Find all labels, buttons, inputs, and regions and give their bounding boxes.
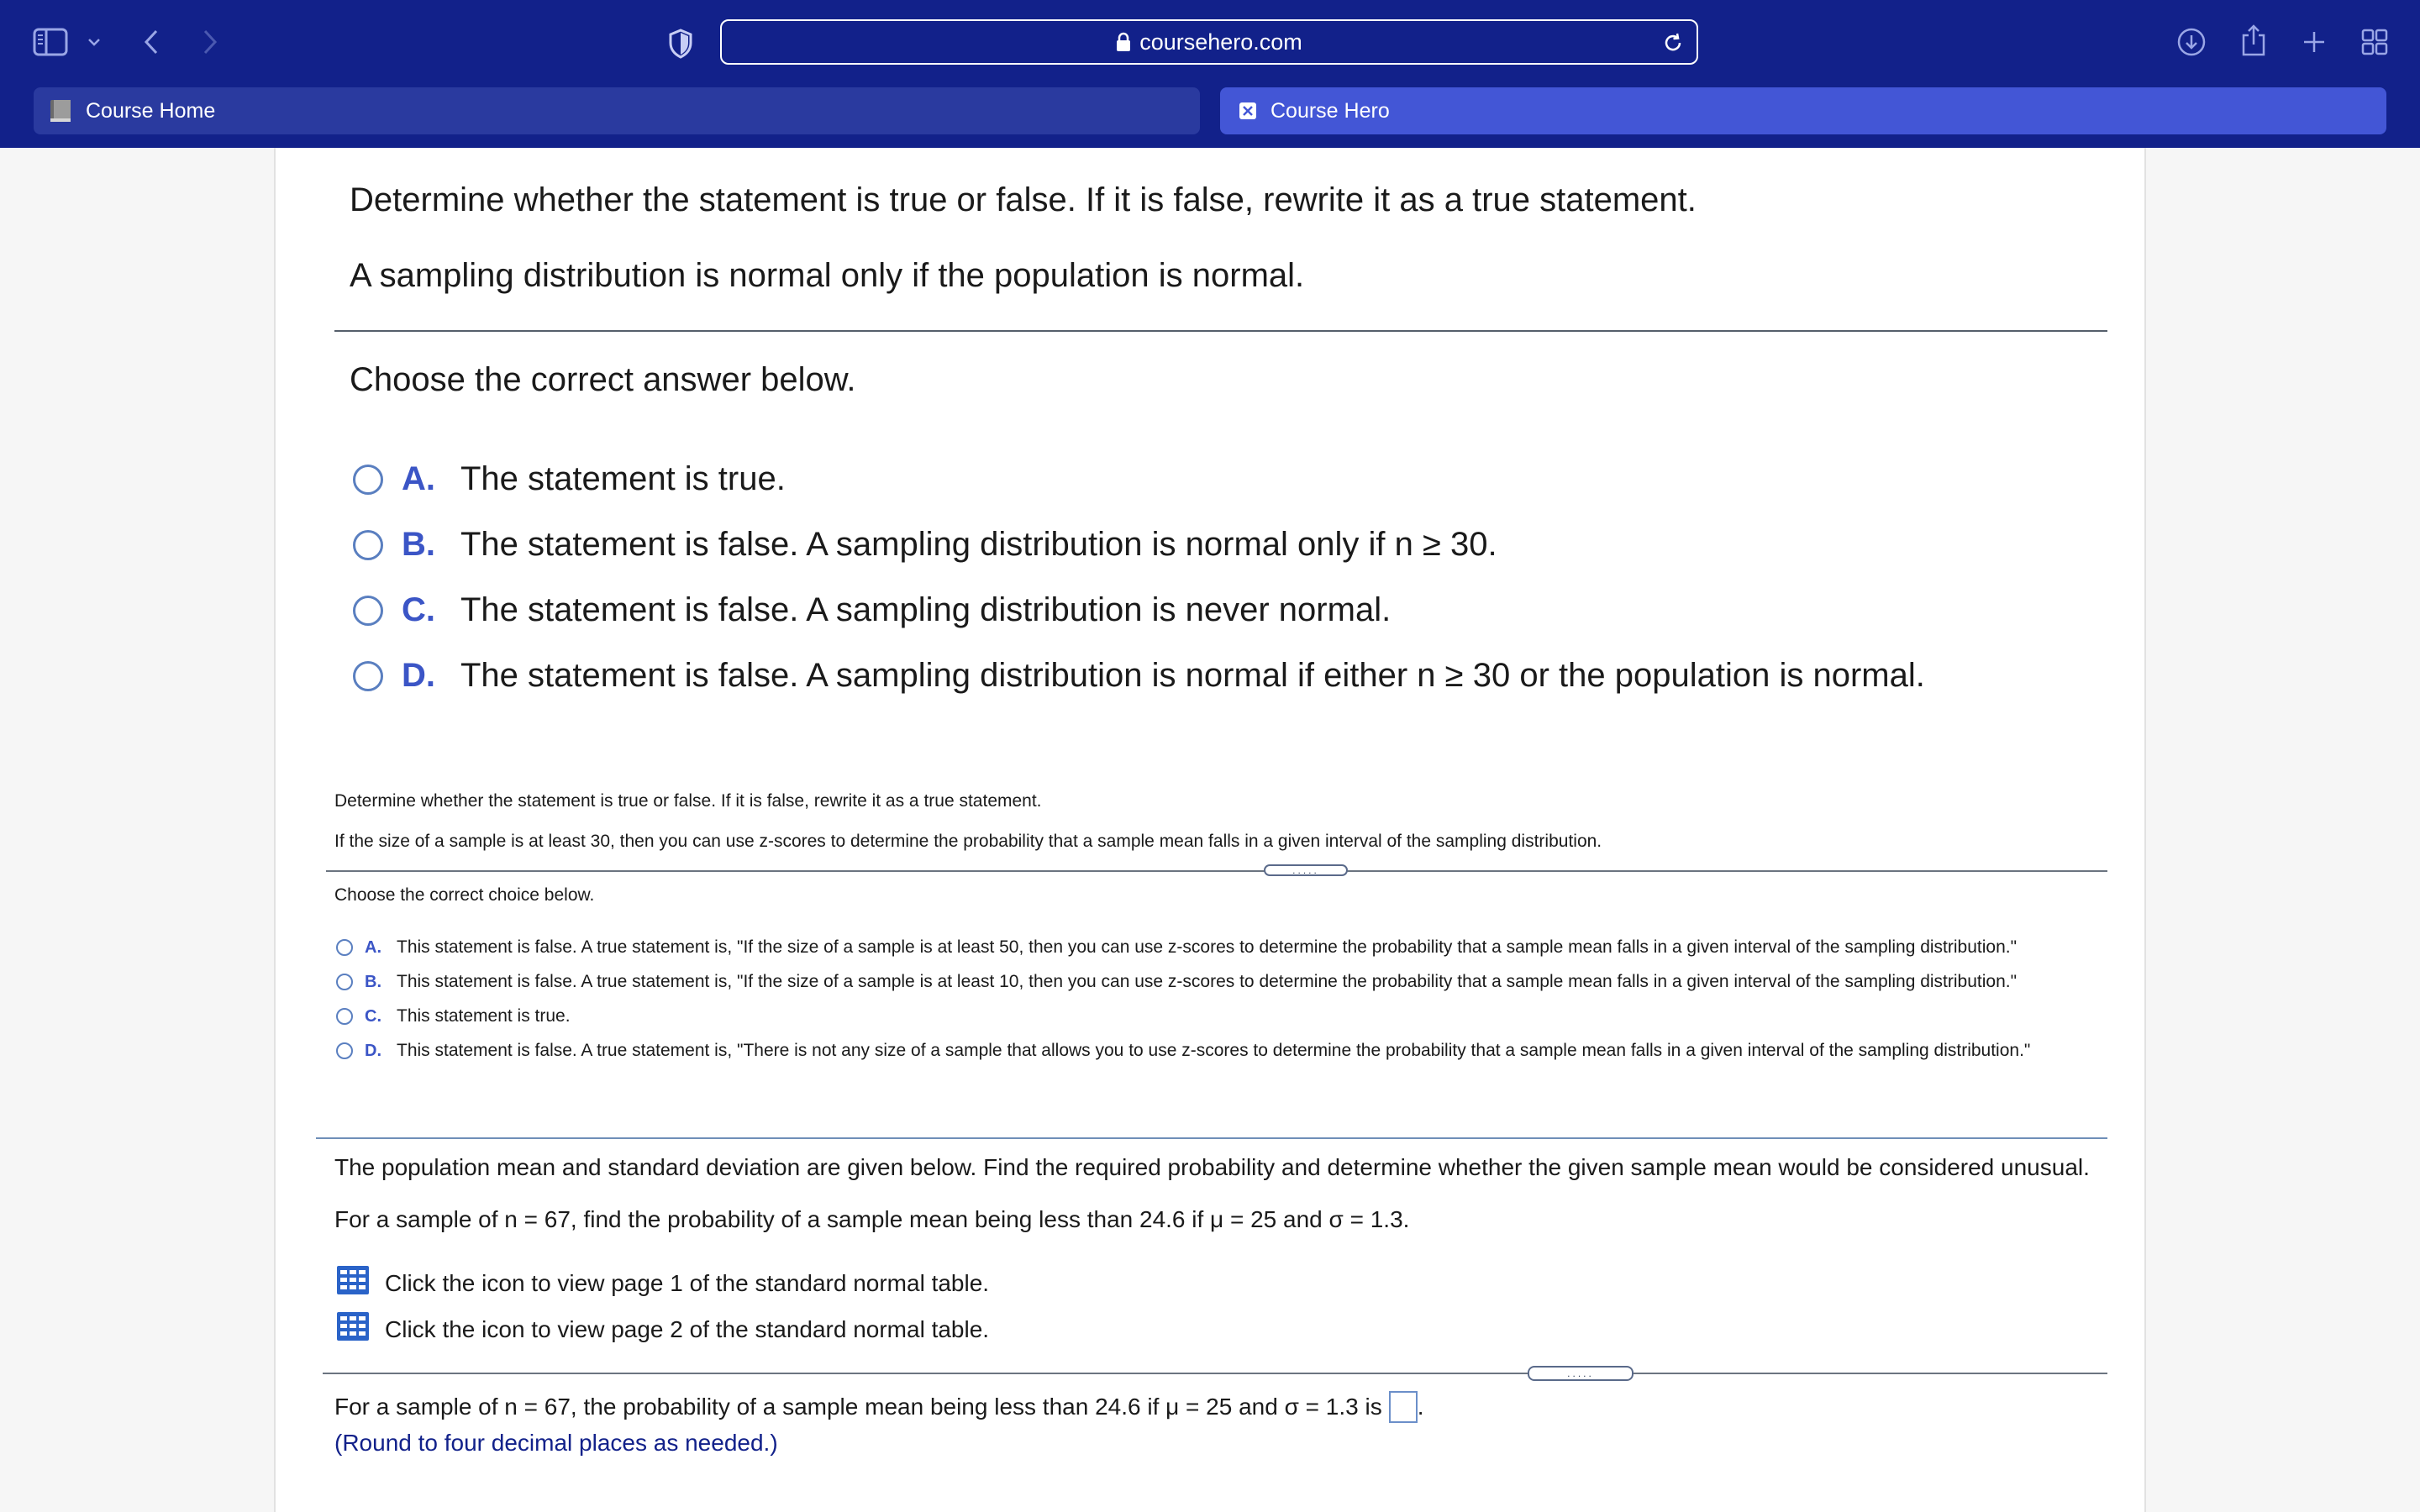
option-letter: A. [402,460,435,497]
option-text: This statement is false. A true statement is, "If the size of a sample is at least 10, then you can use z-scores to determine the probability that a sample mean falls in a given interval of the sampling distribution." [397,972,2018,991]
radio-button[interactable] [336,1008,353,1025]
option-b[interactable] [336,972,2017,992]
radio-button[interactable] [353,596,383,626]
question-instruction: Determine whether the statement is true or false. If it is false, rewrite it as a true statement. [350,181,1697,218]
new-tab-button[interactable] [2297,25,2331,59]
divider [323,1373,2107,1374]
share-button[interactable] [2235,20,2272,60]
radio-button[interactable] [353,530,383,560]
sidebar-icon [33,28,68,56]
option-text: The statement is false. A sampling distribution is never normal. [460,591,1392,628]
book-icon [49,98,72,123]
divider [326,870,2107,872]
option-text: This statement is false. A true statement is, "There is not any size of a sample that allows you to use z-scores to determine the probability that a sample mean falls in a given interval of the sampling distribution." [397,1041,2031,1060]
table-link-2[interactable] [336,1311,989,1347]
url-text: coursehero.com [1139,29,1302,55]
question-instruction: The population mean and standard deviation are given below. Find the required probability and determine whether the given sample mean would be considered unusual. [334,1154,2090,1180]
tab-course-hero[interactable] [1220,87,2386,134]
tab-grid-icon [2361,29,2388,55]
radio-button[interactable] [353,465,383,495]
option-text: The statement is false. A sampling distribution is normal only if n ≥ 30. [460,526,1497,563]
option-b[interactable] [353,526,1497,564]
choice-prompt: Choose the correct choice below. [334,885,595,905]
option-d[interactable] [353,657,1925,695]
browser-toolbar [0,0,2420,148]
address-bar[interactable] [720,19,1698,65]
option-letter: B. [402,526,435,563]
radio-button[interactable] [336,1042,353,1059]
option-text: The statement is false. A sampling distribution is normal if either n ≥ 30 or the population is normal. [460,657,1925,694]
tab-course-home[interactable] [34,87,1200,134]
radio-button[interactable] [353,661,383,691]
reload-icon[interactable] [1661,31,1685,55]
option-a[interactable] [353,460,786,498]
radio-button[interactable] [336,939,353,956]
option-c[interactable] [353,591,1391,629]
answer-line [334,1391,1424,1423]
chevron-left-icon [143,29,160,55]
download-icon [2176,27,2207,57]
sidebar-toggle-button[interactable] [30,25,71,59]
page-content [274,148,2146,1512]
choice-prompt: Choose the correct answer below. [350,361,856,398]
option-text: This statement is true. [397,1006,571,1026]
option-a[interactable] [336,937,2017,958]
table-link-text: Click the icon to view page 1 of the standard normal table. [385,1269,990,1296]
lock-icon [1116,32,1131,52]
section-divider [316,1137,2107,1139]
chevron-right-icon [202,29,218,55]
option-letter: C. [402,591,435,628]
tab-label: Course Home [86,98,216,123]
question-statement: If the size of a sample is at least 30, then you can use z-scores to determine the probability that a sample mean falls in a given interval of the sampling distribution. [334,832,1602,851]
table-link-1[interactable] [336,1265,989,1301]
option-d[interactable] [336,1041,2030,1061]
privacy-shield-button[interactable] [664,25,697,62]
chevron-down-icon [87,37,101,47]
answer-input[interactable] [1389,1391,1418,1423]
radio-button[interactable] [336,974,353,990]
option-text: The statement is true. [460,460,786,497]
option-c[interactable] [336,1006,571,1026]
forward-button[interactable] [195,24,225,60]
table-link-text: Click the icon to view page 2 of the standard normal table. [385,1315,990,1342]
tab-overview-button[interactable] [2358,25,2391,59]
plus-icon [2302,29,2327,55]
rounding-note: (Round to four decimal places as needed.) [334,1430,778,1456]
table-icon[interactable] [336,1265,370,1301]
sidebar-dropdown-button[interactable] [84,32,104,52]
divider [334,330,2107,332]
resize-handle[interactable]: ..... [1264,864,1348,876]
option-letter: B. [365,972,381,991]
tab-label: Course Hero [1270,98,1390,123]
question-instruction: Determine whether the statement is true or false. If it is false, rewrite it as a true statement. [334,791,1042,811]
answer-suffix: . [1417,1394,1424,1420]
option-letter: D. [402,657,435,694]
question-given: For a sample of n = 67, find the probability of a sample mean being less than 24.6 if μ = 25 and σ = 1.3. [334,1206,1410,1232]
option-text: This statement is false. A true statement is, "If the size of a sample is at least 50, then you can use z-scores to determine the probability that a sample mean falls in a given interval of the sampling distribution." [397,937,2018,957]
back-button[interactable] [136,24,166,60]
question-statement: A sampling distribution is normal only if the population is normal. [350,257,1305,294]
close-tab-icon[interactable] [1239,102,1257,120]
option-letter: D. [365,1041,381,1060]
resize-handle[interactable]: ..... [1528,1366,1634,1381]
option-letter: C. [365,1006,381,1026]
downloads-button[interactable] [2173,24,2210,60]
option-letter: A. [365,937,381,957]
share-icon [2240,24,2267,57]
shield-icon [668,29,693,59]
table-icon[interactable] [336,1311,370,1347]
answer-prefix: For a sample of n = 67, the probability of a sample mean being less than 24.6 if μ = 25 and σ = 1.3 is [334,1394,1382,1420]
